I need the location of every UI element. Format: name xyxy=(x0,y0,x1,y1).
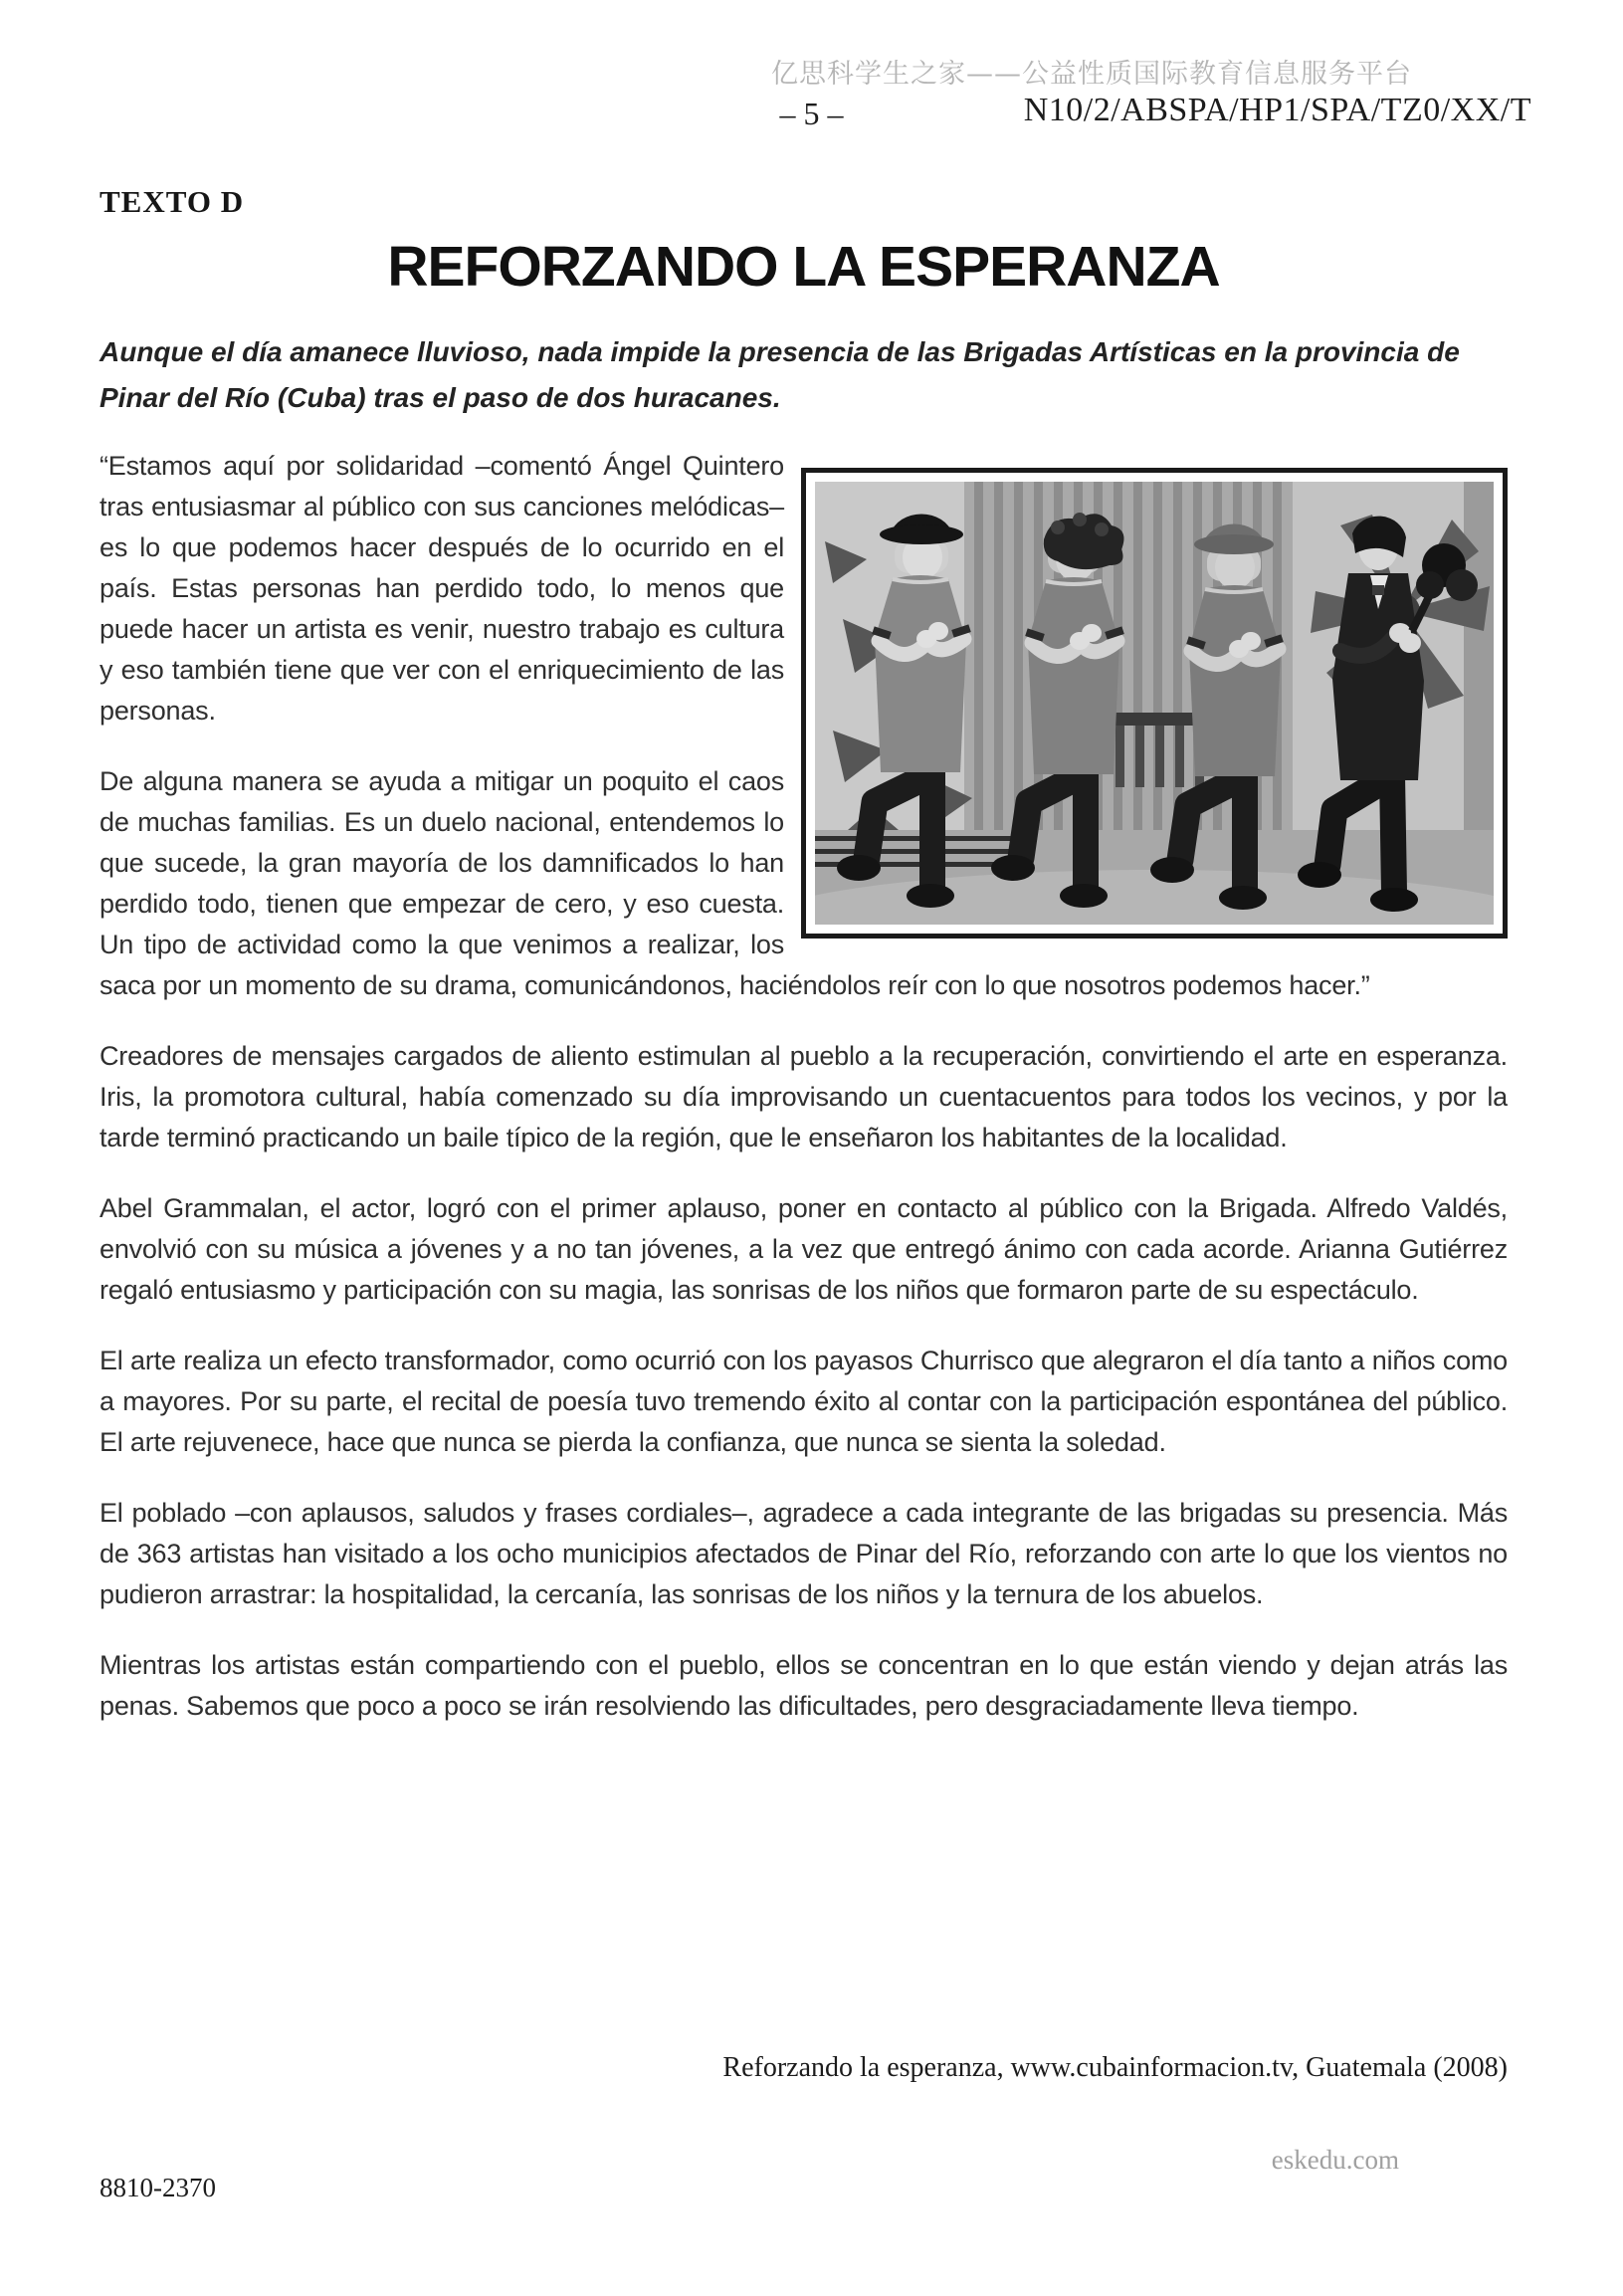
article-paragraph: El arte realiza un efecto transformador, como ocurrió con los payasos Churrisco que alegraron el día tanto a niños como a mayores. Por su parte, el recital de poesía tuvo tremendo éxito al contar con la participación espontánea del público. El arte rejuvenece, hace que nunca se pierda la confianza, que nunca se sienta la soledad. xyxy=(100,1346,1508,1457)
article-paragraph: El poblado –con aplausos, saludos y frases cordiales–, agradece a cada integrante de las brigadas su presencia. Más de 363 artistas han visitado a los ocho municipios afectados de Pinar del Río, reforzando con arte lo que los vientos no pudieron arrastrar: la hospitalidad, la cercanía, las sonrisas de los niños y la ternura de los abuelos. xyxy=(100,1498,1508,1609)
article-paragraph: Mientras los artistas están compartiendo con el pueblo, ellos se concentran en lo que están viendo y dejan atrás las penas. Sabemos que poco a poco se irán resolviendo las dificultades, pero desgraciadamente lleva tiempo. xyxy=(100,1650,1508,1721)
article-paragraph: Creadores de mensajes cargados de aliento estimulan al pueblo a la recuperación, convirtiendo el arte en esperanza. Iris, la promotora cultural, había comenzado su día improvisando un cuentacuentos para todos los vecinos, y por la tarde terminó practicando un baile típico de la región, que le enseñaron los habitantes de la localidad. xyxy=(100,1041,1508,1152)
paper-code: N10/2/ABSPA/HP1/SPA/TZ0/XX/T xyxy=(1023,92,1531,128)
article-title: REFORZANDO LA ESPERANZA xyxy=(387,235,1220,299)
dancers-photo-image xyxy=(815,482,1494,925)
cn-watermark-text: 亿思科学生之家——公益性质国际教育信息服务平台 xyxy=(771,59,1412,90)
section-label: TEXTO D xyxy=(100,184,245,219)
document-code: 8810-2370 xyxy=(100,2173,216,2202)
article-body xyxy=(100,446,1508,1727)
article-paragraph: De alguna manera se ayuda a mitigar un poquito el caos de muchas familias. Es un duelo nacional, entendemos lo que sucede, la gran mayoría de los damnificados lo han perdido todo, tienen que empezar de cero, y eso cuesta. Un tipo de actividad como la que venimos a realizar, los saca por un momento de su drama, comunicándonos, haciéndolos reír con lo que nosotros podemos hacer.” xyxy=(100,766,1370,1000)
article-content xyxy=(100,0,1508,1757)
article-photo xyxy=(801,468,1508,939)
site-watermark: eskedu.com xyxy=(1271,2145,1399,2175)
page-number: – 5 – xyxy=(779,96,844,131)
article-paragraph: Abel Grammalan, el actor, logró con el primer aplauso, poner en contacto al público con la Brigada. Alfredo Valdés, envolvió con su música a jóvenes y a no tan jóvenes, a la vez que entregó ánimo con cada acorde. Arianna Gutiérrez regaló entusiasmo y participación con su magia, las sonrisas de los niños que formaron parte de su espectáculo. xyxy=(100,1193,1508,1305)
article-lead: Aunque el día amanece lluvioso, nada impide la presencia de las Brigadas Artísticas en la provincia de Pinar del Río (Cuba) tras el paso de dos huracanes. xyxy=(100,336,1460,413)
article-paragraph: “Estamos aquí por solidaridad –comentó Ángel Quintero tras entusiasmar al público con sus canciones melódicas– es lo que podemos hacer después de lo ocurrido en el país. Estas personas han perdido todo, lo menos que puede hacer un artista es venir, nuestro trabajo es cultura y eso también tiene que ver con el enriquecimiento de las personas. xyxy=(100,451,784,726)
source-citation: Reforzando la esperanza, www.cubainformacion.tv, Guatemala (2008) xyxy=(722,2052,1508,2083)
